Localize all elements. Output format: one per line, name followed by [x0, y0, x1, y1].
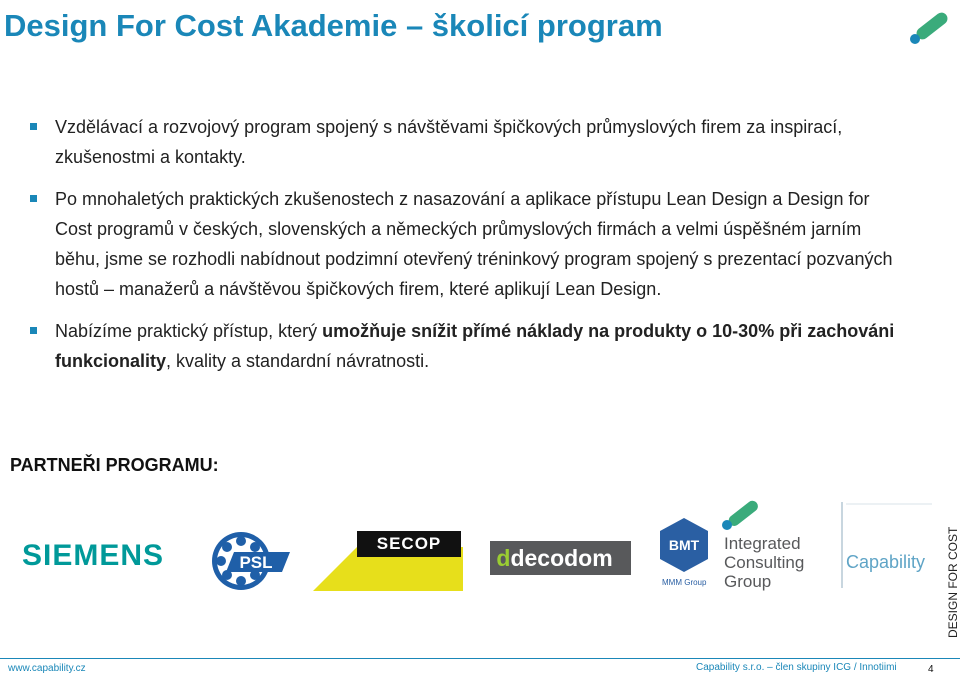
bullet-text: Vzdělávací a rozvojový program spojený s návštěvami špičkových průmyslových firem za inspirací, zkušenostmi a kontakty. [55, 117, 843, 167]
footer-company: Capability s.r.o. – člen skupiny ICG / Innotiimi [696, 662, 897, 673]
bullet-text: Po mnohaletých praktických zkušenostech z nasazování a aplikace přístupu Lean Design a Design for Cost programů v českých, slovenských a německých průmyslových firmách a velmi úspěšném jarním běhu, jsme se rozhodli nabídnout podzimní otevřený tréninkový program spojený s prezentací pozvaných hostů – manažerů a návštěvou špičkových firem, které aplikují Lean Design. [55, 189, 893, 299]
bmt-hexagon-icon [658, 516, 710, 574]
decodom-mark: d [496, 545, 511, 571]
footer-website-link[interactable]: www.capability.cz [8, 663, 86, 674]
vertical-brand-text: DESIGN FOR COST [946, 526, 960, 638]
bmt-logo [658, 516, 710, 590]
bullet-text-part: Nabízíme praktický přístup, který [55, 321, 323, 341]
bullet-item [30, 112, 910, 172]
icg-logo [722, 498, 822, 594]
icg-line: Consulting [724, 553, 805, 572]
bullet-list [30, 112, 910, 376]
icg-pencil-icon [722, 498, 762, 532]
bmt-text: BMT [668, 537, 700, 553]
siemens-logo: SIEMENS [22, 539, 165, 572]
decodom-text: decodom [510, 545, 613, 571]
bullet-text-part: , kvality a standardní návratnosti. [166, 351, 430, 371]
bullet-item [30, 316, 910, 376]
icg-name [724, 534, 804, 591]
capability-text: Capability [846, 552, 926, 572]
icg-line: Integrated [724, 534, 801, 553]
capability-logo [838, 500, 934, 590]
partners-heading: PARTNEŘI PROGRAMU: [10, 455, 219, 475]
secop-text: SECOP [357, 531, 461, 557]
bullet-square-icon [30, 123, 37, 130]
secop-logo [313, 531, 463, 591]
psl-logo [210, 530, 292, 592]
bullet-bold-text: umožňuje snížit přímé náklady na produkty o 10-30% při zachováni funkcionality [55, 321, 895, 371]
bullet-square-icon [30, 327, 37, 334]
page-title: Design For Cost Akademie – školicí program [4, 8, 663, 43]
pencil-logo-icon [908, 6, 952, 46]
bullet-item [30, 184, 910, 304]
decodom-logo [490, 541, 631, 575]
page-number: 4 [928, 664, 934, 675]
icg-line: Group [724, 572, 772, 591]
capability-frame-icon [838, 500, 934, 590]
bullet-square-icon [30, 195, 37, 202]
bearing-icon [210, 530, 292, 592]
psl-text: PSL [239, 553, 273, 572]
bmt-subtitle: MMM Group [662, 578, 707, 587]
footer-divider [0, 658, 960, 659]
